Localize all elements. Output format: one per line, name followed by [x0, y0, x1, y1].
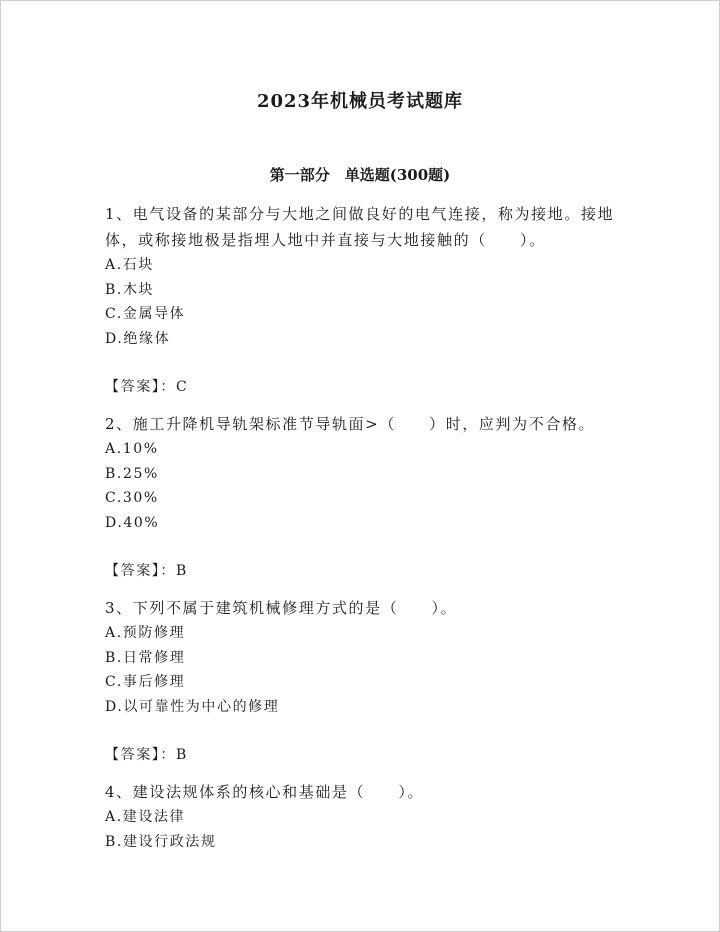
option-a: A.建设法律 — [105, 809, 186, 825]
option-a: A.10% — [105, 441, 159, 457]
option-b: B.日常修理 — [105, 649, 186, 666]
question-stem: 2、施工升降机导轨架标准节导轨面>（ ）时，应判为不合格。 — [105, 415, 596, 433]
answer-label: 【答案】：B — [105, 563, 188, 579]
question-stem: 1、电气设备的某部分与大地之间做良好的电气连接，称为接地。接地体，或称接地极是指埋人地中并直接与大地接触的（ ）。 — [105, 205, 615, 249]
document-title: 2023年机械员考试题库 — [256, 91, 464, 112]
answer-label: 【答案】：B — [105, 747, 188, 763]
answer-label: 【答案】：C — [105, 379, 189, 395]
option-c: C.30% — [105, 490, 159, 506]
option-d: D.绝缘体 — [105, 330, 171, 347]
option-a: A.预防修理 — [105, 625, 186, 641]
option-c: C.事后修理 — [105, 674, 186, 690]
question-3 — [105, 595, 625, 767]
option-b: B.建设行政法规 — [105, 833, 217, 850]
question-list — [105, 201, 625, 854]
question-1 — [105, 201, 625, 399]
question-stem: 4、建设法规体系的核心和基础是（ ）。 — [105, 783, 425, 801]
option-c: C.金属导体 — [105, 306, 186, 322]
section-title: 第一部分 单选题(300题) — [269, 166, 451, 184]
option-b: B.25% — [105, 465, 159, 482]
option-a: A.石块 — [105, 257, 154, 273]
option-b: B.木块 — [105, 281, 155, 298]
question-4 — [105, 779, 625, 854]
question-2 — [105, 411, 625, 583]
option-d: D.40% — [105, 514, 160, 531]
question-stem: 3、下列不属于建筑机械修理方式的是（ ）。 — [105, 599, 458, 617]
option-d: D.以可靠性为中心的修理 — [105, 698, 280, 715]
